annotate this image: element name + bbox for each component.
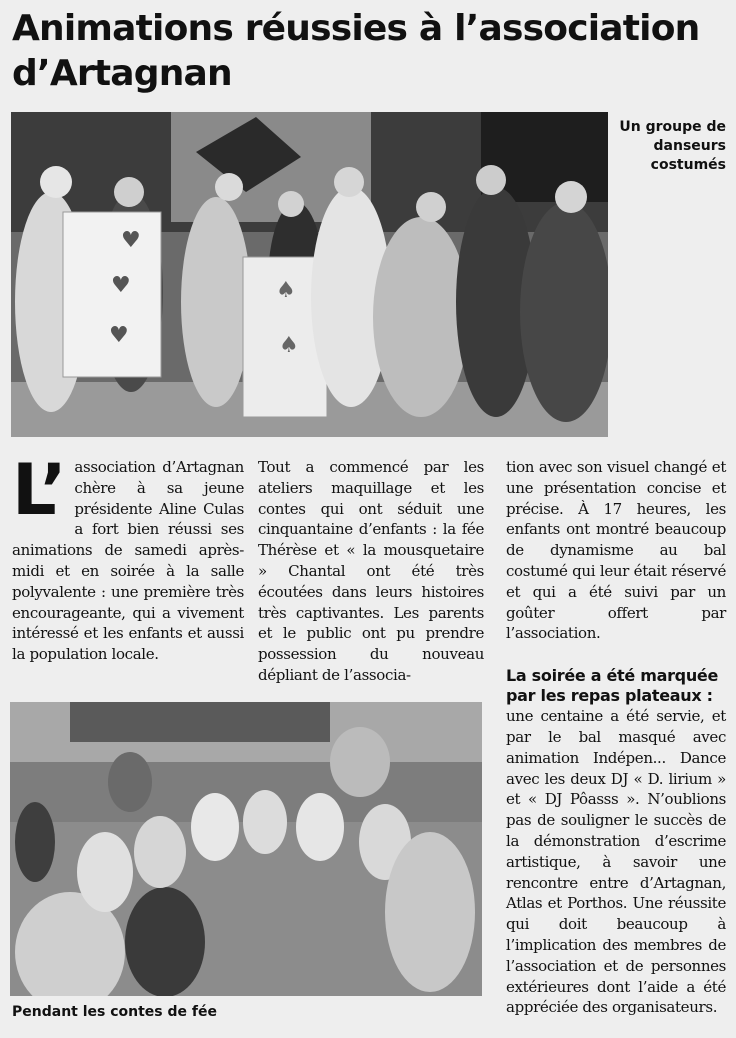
svg-text:♥: ♥ [109,323,129,348]
headline: Animations réussies à l’association d’Artagnan [12,8,700,94]
article-column-1 [12,449,244,665]
svg-text:♠: ♠ [279,333,299,358]
article-column-3 [506,457,726,1018]
column-3-text: tion avec son visuel changé et une présentation concise et précise. À 17 heures, les enfants ont montré beaucoup de dynamisme au bal costumé qui leur était réservé et qui a été suivi par un goûter offert par l’association. [506,458,726,643]
svg-text:♥: ♥ [121,228,141,253]
costumed-dancers-photo [11,112,608,437]
subheading: La soirée a été marquée par les repas plateaux : [506,666,719,706]
svg-text:♠: ♠ [276,278,296,303]
column-1-text: association d’Artagnan chère à sa jeune présidente Aline Culas a fort bien réussi ses animations de samedi après-midi et en soirée à la salle polyvalente : une première très encourageante, qui a vivement intéressé et les enfants et aussi la population locale. [12,458,244,664]
dropcap: L’ [12,449,67,531]
photo2-caption: Pendant les contes de fée [12,1004,217,1020]
article-column-2 [258,457,484,686]
photo1-caption: Un groupe de danseurs costumés [619,119,726,173]
column-3-text-continued: une centaine a été servie, et par le bal masqué avec animation Indépen... Dance avec les deux DJ « D. lirium » et « DJ Pôasss ». N’oublions pas de souligner le succès de la démonstration d’escrime artistique, à savoir une rencontre entre d’Artagnan, Atlas et Porthos. Une réussite qui doit beaucoup à l’implication des membres de l’association et de personnes extérieures dont l’aide a été appréciée des organisateurs. [506,707,726,1017]
svg-text:♥: ♥ [111,273,131,298]
fairy-tales-photo [10,702,482,996]
column-2-text: Tout a commencé par les ateliers maquillage et les contes qui ont séduit une cinquantaine d’enfants : la fée Thérèse et « la mousquetaire » Chantal ont été très écoutées dans leurs histoires très captivantes. Les parents et le public ont pu prendre possession du nouveau dépliant de l’associa- [258,458,484,684]
